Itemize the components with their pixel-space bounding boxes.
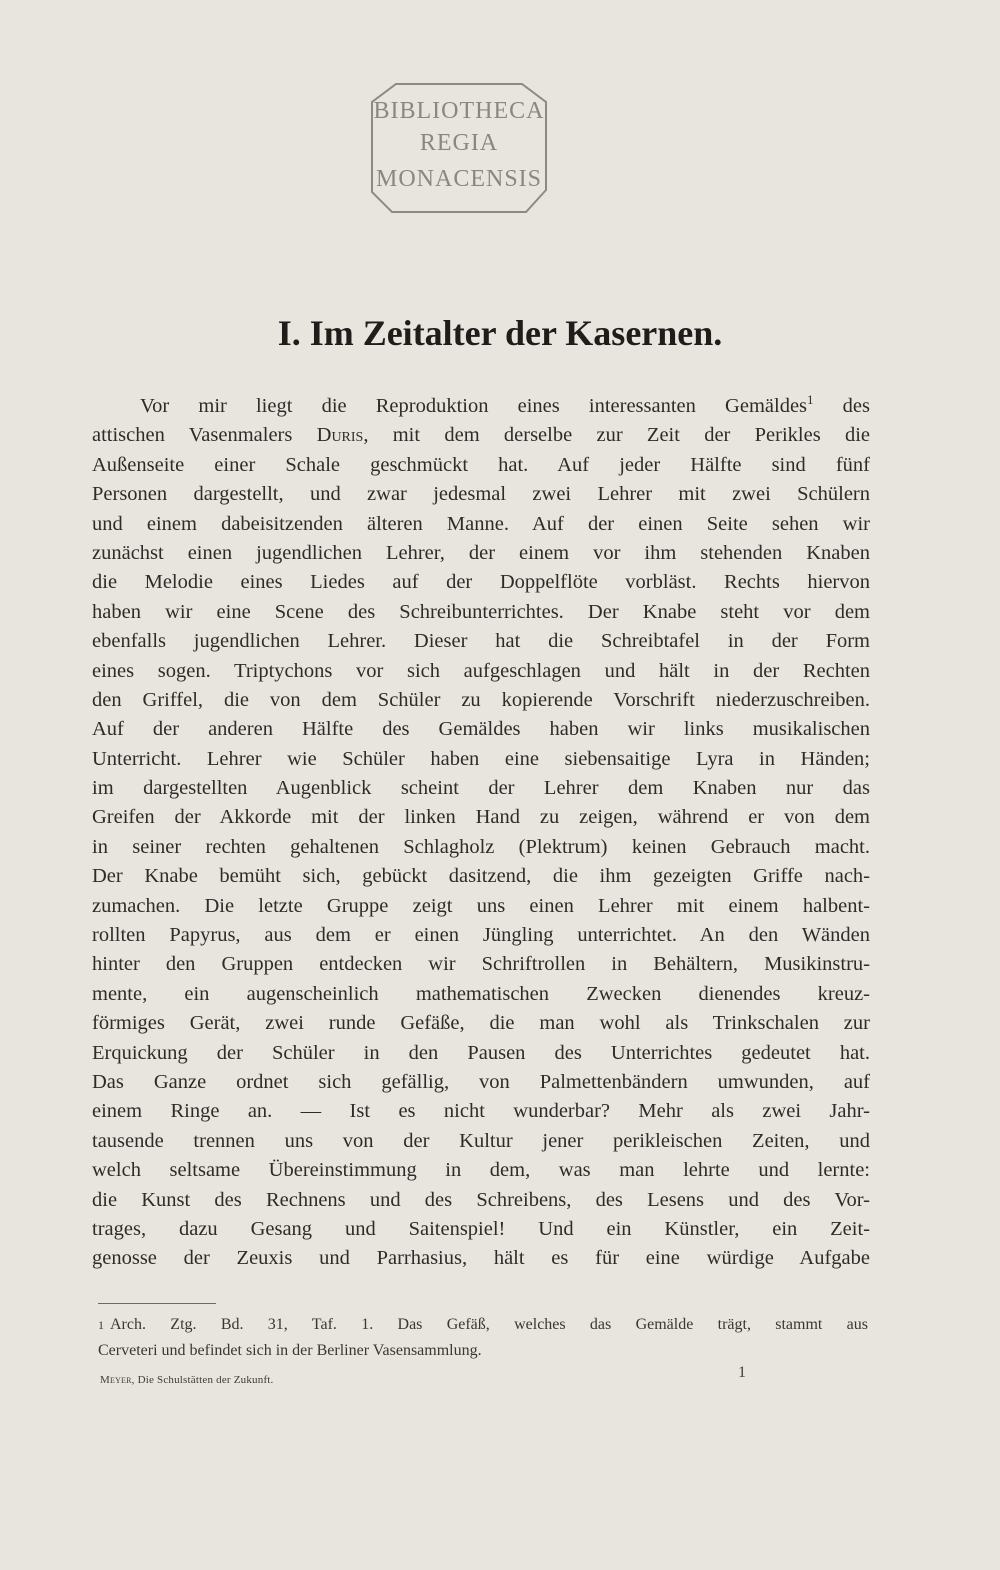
- stamp-line-3: MONACENSIS: [375, 166, 543, 192]
- text-line: ebenfalls jugendlichen Lehrer. Dieser hat die Schreibtafel in der Form: [92, 630, 870, 653]
- text-line: in seiner rechten gehaltenen Schlagholz (Plektrum) keinen Gebrauch macht.: [92, 835, 870, 858]
- library-stamp: [368, 80, 550, 216]
- stamp-line-1: BIBLIOTHECA: [373, 98, 545, 124]
- text-line: Das Ganze ordnet sich gefällig, von Palmettenbändern umwunden, auf: [92, 1070, 870, 1093]
- text-line: trages, dazu Gesang und Saitenspiel! Und ein Künstler, ein Zeit-: [92, 1217, 870, 1240]
- text-line: haben wir eine Scene des Schreibunterrichtes. Der Knabe steht vor dem: [92, 600, 870, 623]
- text-line: Der Knabe bemüht sich, gebückt dasitzend, die ihm gezeigten Griffe nach-: [92, 865, 870, 888]
- text-line: hinter den Gruppen entdecken wir Schriftrollen in Behältern, Musikinstru-: [92, 953, 870, 976]
- body-text: [92, 392, 870, 1274]
- text-line: den Griffel, die von dem Schüler zu kopierende Vorschrift niederzuschreiben.: [92, 688, 870, 711]
- text-line: zumachen. Die letzte Gruppe zeigt uns einen Lehrer mit einem halbent-: [92, 894, 870, 917]
- footnote-marker: 1: [807, 392, 814, 408]
- text-line: Unterricht. Lehrer wie Schüler haben eine siebensaitige Lyra in Händen;: [92, 747, 870, 770]
- text-line: eines sogen. Triptychons vor sich aufgeschlagen und hält in der Rechten: [92, 659, 870, 682]
- text-line: im dargestellten Augenblick scheint der Lehrer dem Knaben nur das: [92, 777, 870, 800]
- text-line: welch seltsame Übereinstimmung in dem, was man lehrte und lernte:: [92, 1159, 870, 1182]
- text-line: förmiges Gerät, zwei runde Gefäße, die man wohl als Trinkschalen zur: [92, 1012, 870, 1035]
- text-line: [92, 421, 870, 450]
- text-line: Auf der anderen Hälfte des Gemäldes haben wir links musikalischen: [92, 718, 870, 741]
- text-fragment: des: [813, 395, 870, 417]
- text-fragment: Arch. Ztg. Bd. 31, Taf. 1. Das Gefäß, welches das Gemälde trägt, stammt aus: [110, 1316, 868, 1333]
- footnote: [98, 1312, 868, 1364]
- text-line: tausende trennen uns von der Kultur jener perikleischen Zeiten, und: [92, 1129, 870, 1152]
- text-line: rollten Papyrus, aus dem er einen Jüngling unterrichtet. An den Wänden: [92, 924, 870, 947]
- footnote-line: [98, 1312, 868, 1338]
- text-line: [92, 392, 870, 421]
- text-fragment: Vor mir liegt die Reproduktion eines interessanten Gemäldes: [140, 395, 808, 417]
- text-line: zunächst einen jugendlichen Lehrer, der einem vor ihm stehenden Knaben: [92, 541, 870, 564]
- text-line: die Kunst des Rechnens und des Schreibens, des Lesens und des Vor-: [92, 1188, 870, 1211]
- text-line: mente, ein augenscheinlich mathematischen Zwecken dienendes kreuz-: [92, 982, 870, 1005]
- text-line: Personen dargestellt, und zwar jedesmal zwei Lehrer mit zwei Schülern: [92, 483, 870, 506]
- sheet-number: 1: [738, 1364, 746, 1381]
- text-line: Erquickung der Schüler in den Pausen des Unterrichtes gedeutet hat.: [92, 1041, 870, 1064]
- footnote-number: 1: [98, 1318, 104, 1332]
- text-fragment: attischen Vasenmalers: [92, 424, 317, 447]
- signature-work: , Die Schulstätten der Zukunft.: [131, 1374, 274, 1386]
- text-fragment: , mit dem derselbe zur Zeit der Perikles die: [363, 424, 870, 447]
- chapter-title: I. Im Zeitalter der Kasernen.: [277, 313, 723, 353]
- footnote-line: Cerveteri und befindet sich in der Berliner Vasensammlung.: [98, 1342, 482, 1359]
- footnote-divider: [98, 1303, 216, 1304]
- stamp-line-2: REGIA: [419, 130, 499, 156]
- painter-name: Duris: [316, 424, 364, 447]
- signature-line: [100, 1374, 274, 1386]
- signature-author: Meyer: [100, 1374, 132, 1386]
- text-line: genosse der Zeuxis und Parrhasius, hält es für eine würdige Aufgabe: [92, 1247, 870, 1270]
- text-line: Außenseite einer Schale geschmückt hat. Auf jeder Hälfte sind fünf: [92, 453, 870, 476]
- text-line: und einem dabeisitzenden älteren Manne. Auf der einen Seite sehen wir: [92, 512, 870, 535]
- text-line: die Melodie eines Liedes auf der Doppelflöte vorbläst. Rechts hiervon: [92, 571, 870, 594]
- text-line: Greifen der Akkorde mit der linken Hand zu zeigen, während er von dem: [92, 806, 870, 829]
- text-line: einem Ringe an. — Ist es nicht wunderbar? Mehr als zwei Jahr-: [92, 1100, 870, 1123]
